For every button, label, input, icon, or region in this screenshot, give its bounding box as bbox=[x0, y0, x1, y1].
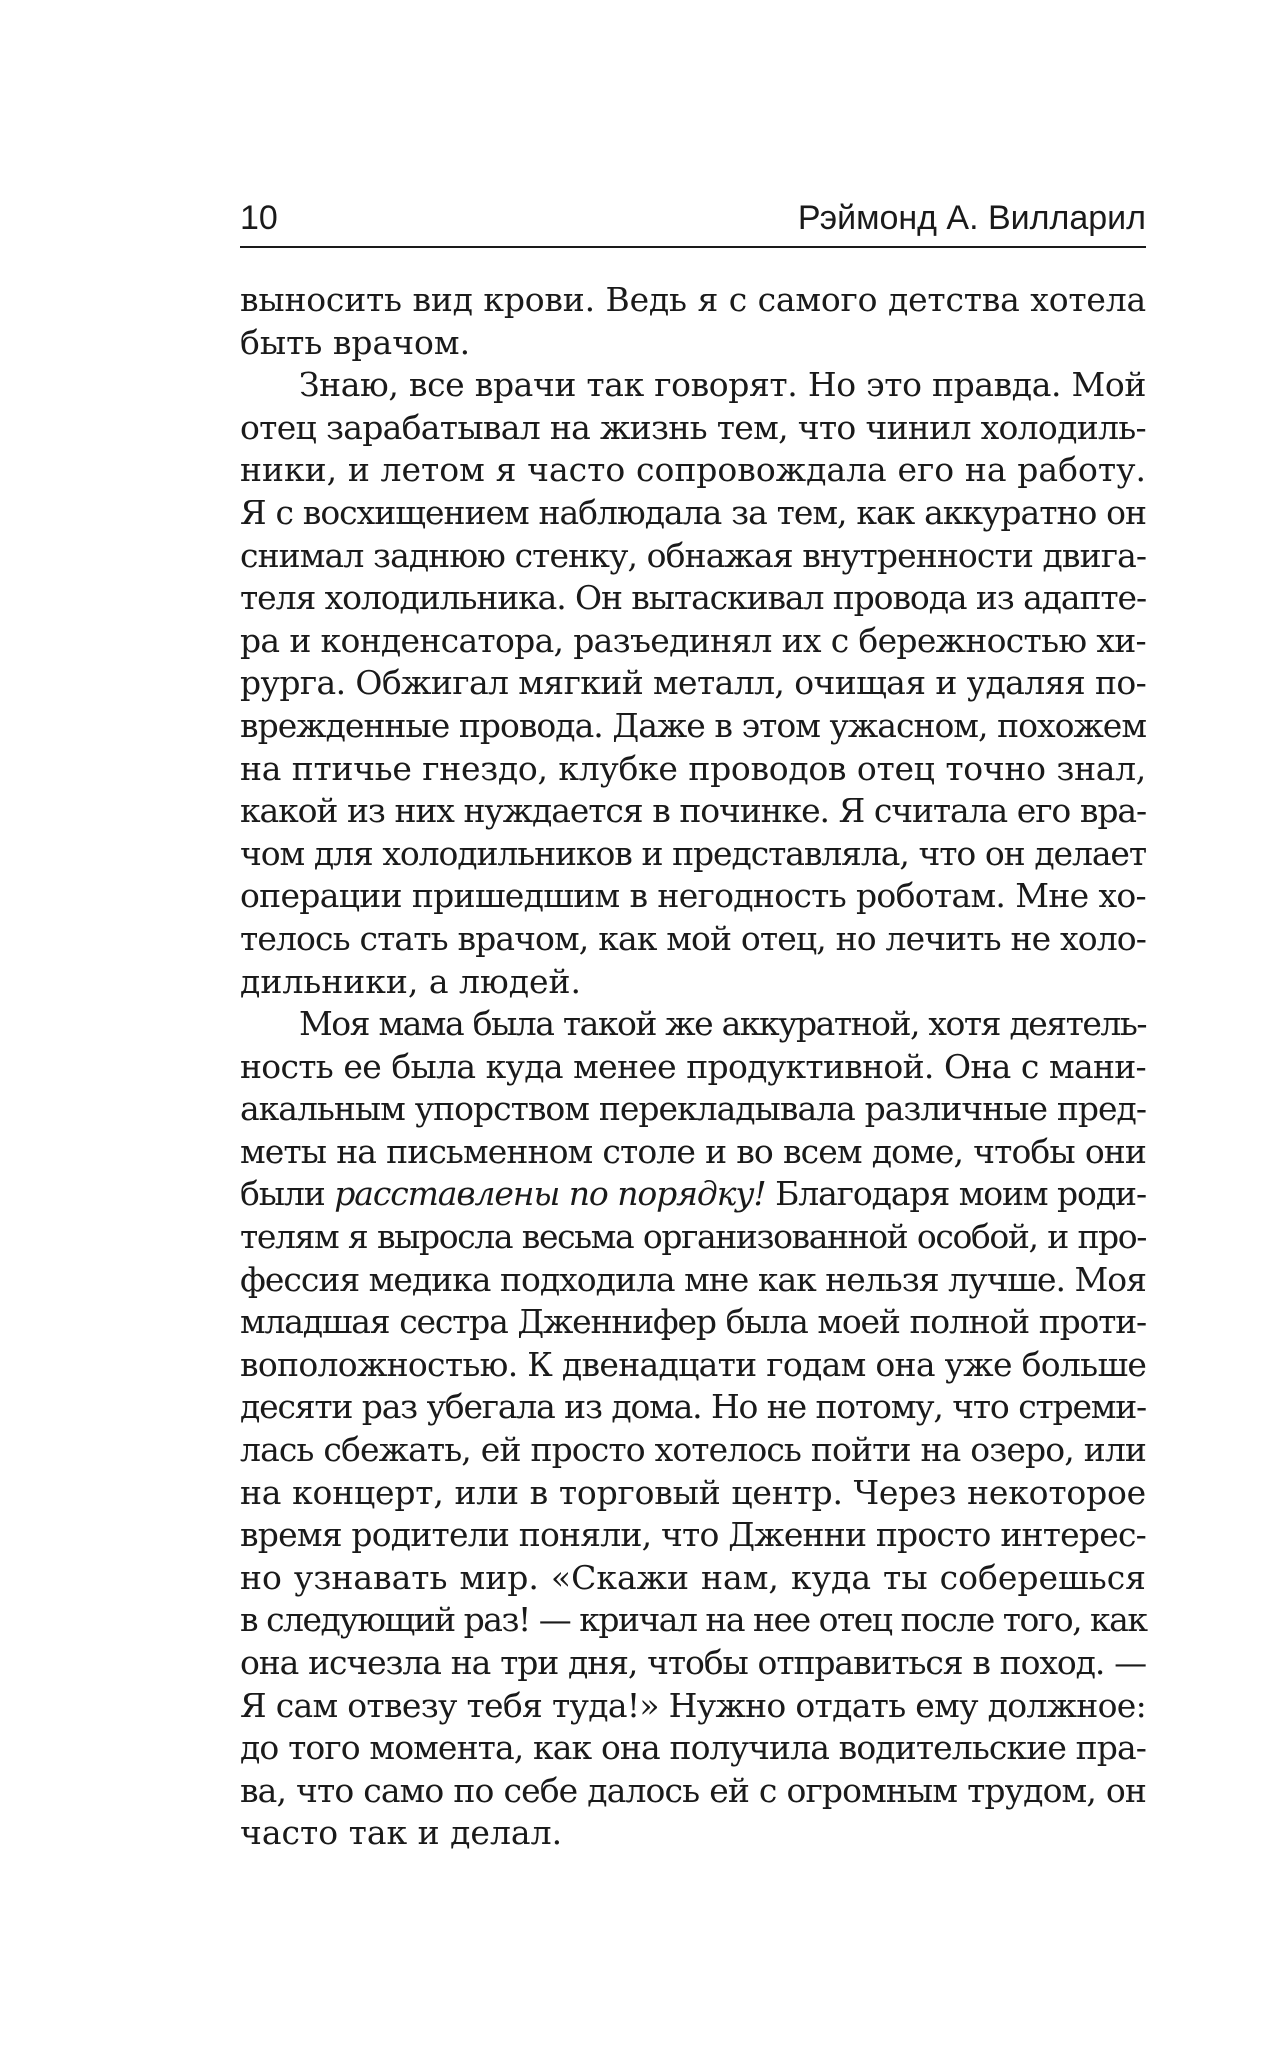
text-line: она исчезла на три дня, чтобы отправиться в поход. — bbox=[240, 1643, 1146, 1682]
running-head bbox=[240, 192, 1146, 244]
text-line: дильники, а людей. bbox=[240, 961, 582, 1001]
text-line-with-italic bbox=[240, 1173, 1146, 1216]
text-line: ра и конденсатора, разъединял их с бережностью хи- bbox=[240, 620, 1146, 660]
body-text bbox=[240, 279, 1146, 1855]
text-line: быть врачом. bbox=[240, 322, 471, 362]
text-line: на концерт, или в торговый центр. Через некоторое bbox=[240, 1472, 1146, 1512]
text-line: до того момента, как она получила водительские пра- bbox=[240, 1728, 1146, 1768]
text-line: врежденные провода. Даже в этом ужасном, похожем bbox=[240, 705, 1146, 745]
text-line: телось стать врачом, как мой отец, но лечить не холо- bbox=[240, 918, 1146, 958]
text-line: десяти раз убегала из дома. Но не потому, что стреми- bbox=[240, 1387, 1146, 1427]
text-line: Знаю, все врачи так говорят. Но это правда. Мой bbox=[299, 365, 1146, 405]
text-line: воположностью. К двенадцати годам она уже больше bbox=[240, 1344, 1147, 1384]
text-run: были bbox=[240, 1174, 335, 1214]
text-line: акальным упорством перекладывала различные пред- bbox=[240, 1089, 1146, 1129]
paragraph-3 bbox=[240, 1003, 1146, 1855]
paragraph-1 bbox=[240, 279, 1146, 364]
text-line: лась сбежать, ей просто хотелось пойти на озеро, или bbox=[240, 1430, 1146, 1470]
running-head-author: Рэймонд А. Вилларил bbox=[797, 199, 1146, 237]
text-run: Благодаря моим роди- bbox=[765, 1174, 1146, 1214]
text-line: но узнавать мир. «Скажи нам, куда ты соберешься bbox=[240, 1557, 1146, 1597]
text-line: ва, что само по себе далось ей с огромным трудом, он bbox=[240, 1770, 1146, 1810]
text-line: снимал заднюю стенку, обнажая внутренности двига- bbox=[240, 535, 1147, 575]
text-line: отец зарабатывал на жизнь тем, что чинил холодиль- bbox=[240, 407, 1146, 447]
text-line: часто так и делал. bbox=[240, 1813, 563, 1853]
text-line: рурга. Обжигал мягкий металл, очищая и удаляя по- bbox=[240, 663, 1147, 703]
text-line: телям я выросла весьма организованной особой, и про- bbox=[240, 1217, 1146, 1257]
page-number: 10 bbox=[240, 199, 278, 237]
text-line: младшая сестра Дженнифер была моей полной проти- bbox=[240, 1302, 1146, 1342]
text-line: меты на письменном столе и во всем доме, чтобы они bbox=[240, 1131, 1146, 1171]
text-line: Моя мама была такой же аккуратной, хотя деятель- bbox=[299, 1004, 1146, 1044]
header-rule bbox=[240, 246, 1146, 248]
text-line: время родители поняли, что Дженни просто интерес- bbox=[240, 1515, 1146, 1555]
text-line: выносить вид крови. Ведь я с самого детства хотела bbox=[240, 280, 1146, 319]
text-line: фессия медика подходила мне как нельзя лучше. Моя bbox=[240, 1259, 1146, 1299]
text-line: в следующий раз! — кричал на нее отец после того, как bbox=[240, 1600, 1147, 1640]
text-line: на птичье гнездо, клубке проводов отец точно знал, bbox=[240, 748, 1146, 788]
text-line: теля холодильника. Он вытаскивал провода из адапте- bbox=[240, 578, 1146, 618]
text-line: Я с восхищением наблюдала за тем, как аккуратно он bbox=[240, 492, 1146, 532]
text-line: ники, и летом я часто сопровождала его на работу. bbox=[240, 450, 1146, 490]
italic-emphasis: расставлены по порядку! bbox=[334, 1174, 766, 1214]
text-line: ность ее была куда менее продуктивной. Она с мани- bbox=[240, 1046, 1146, 1086]
text-line: операции пришедшим в негодность роботам. Мне хо- bbox=[240, 876, 1146, 916]
text-line: чом для холодильников и представляла, что он делает bbox=[240, 833, 1146, 873]
text-line: какой из них нуждается в починке. Я считала его вра- bbox=[240, 791, 1146, 831]
text-line: Я сам отвезу тебя туда!» Нужно отдать ему должное: bbox=[240, 1685, 1147, 1725]
paragraph-2 bbox=[240, 364, 1146, 1003]
